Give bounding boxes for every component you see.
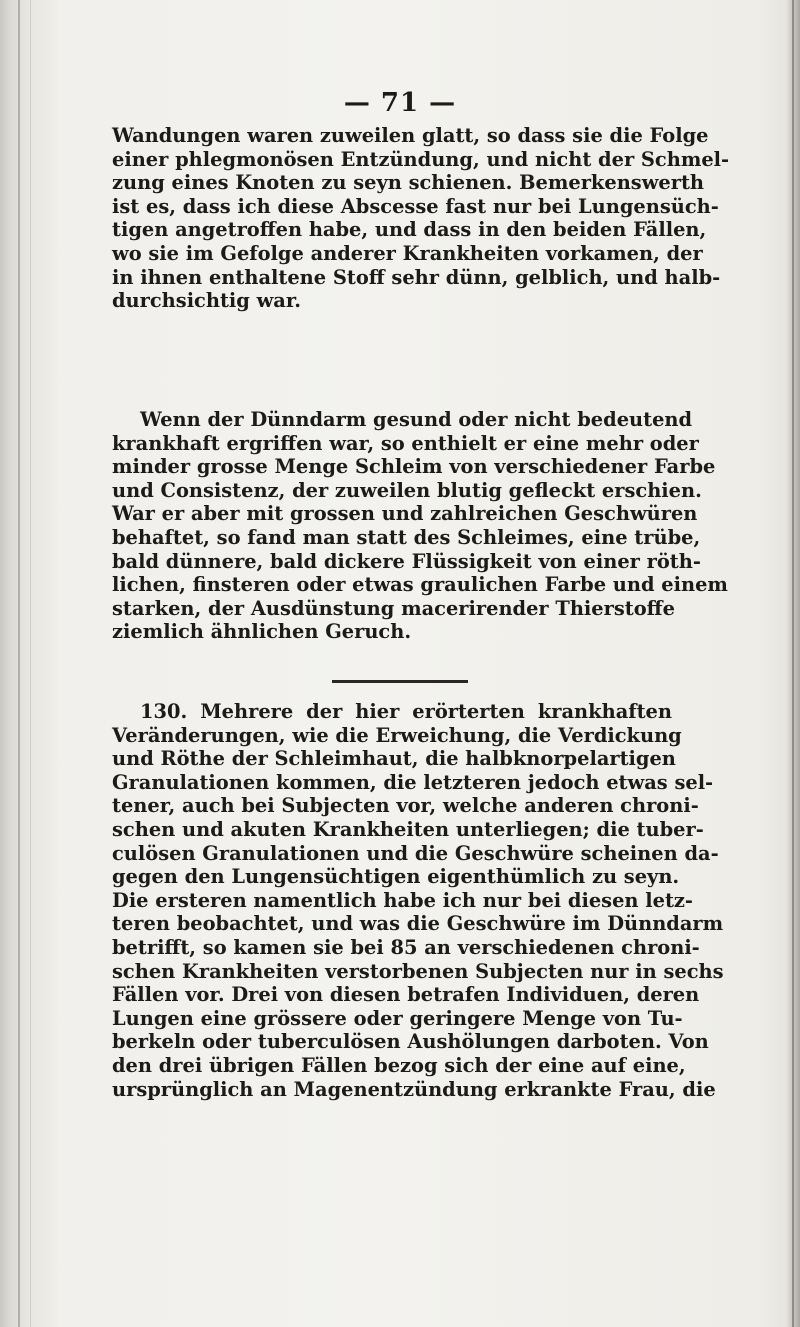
text-line: starken, der Ausdünstung macerirender Thierstoffe bbox=[112, 596, 675, 620]
text-line: culösen Granulationen und die Geschwüre scheinen da- bbox=[112, 841, 719, 865]
text-line: minder grosse Menge Schleim von verschiedener Farbe bbox=[112, 455, 716, 479]
text-line: den drei übrigen Fällen bezog sich der eine auf eine, bbox=[112, 1053, 686, 1077]
section-separator-rule bbox=[332, 680, 468, 683]
text-line: in ihnen enthaltene Stoff sehr dünn, gelblich, und halb- bbox=[112, 265, 721, 289]
page-number: — 71 — bbox=[343, 88, 457, 118]
text-line: Wenn der Dünndarm gesund oder nicht bedeutend bbox=[140, 408, 693, 431]
text-line: zung eines Knoten zu seyn schienen. Bemerkenswerth bbox=[112, 171, 705, 195]
text-line: ziemlich ähnlichen Geruch. bbox=[112, 620, 412, 644]
binding-line bbox=[18, 0, 20, 1327]
text-line: betrifft, so kamen sie bei 85 an verschiedenen chroni- bbox=[112, 935, 700, 959]
text-line: Lungen eine grössere oder geringere Menge von Tu- bbox=[112, 1006, 683, 1030]
text-line: durchsichtig war. bbox=[112, 289, 302, 313]
paragraph-abscesses bbox=[112, 124, 730, 313]
text-line: gegen den Lungensüchtigen eigenthümlich zu seyn. bbox=[112, 865, 680, 889]
text-line: Fällen vor. Drei von diesen betrafen Individuen, deren bbox=[112, 983, 700, 1007]
text-line: bald dünnere, bald dickere Flüssigkeit von einer röth- bbox=[112, 549, 701, 573]
text-line: berkeln oder tuberculösen Aushölungen darboten. Von bbox=[112, 1030, 709, 1054]
text-line: schen und akuten Krankheiten unterliegen; die tuber- bbox=[112, 817, 704, 841]
text-line: Wandungen waren zuweilen glatt, so dass sie die Folge bbox=[112, 124, 709, 147]
text-line: lichen, finsteren oder etwas graulichen Farbe und einem bbox=[112, 573, 728, 597]
text-line: ursprünglich an Magenentzündung erkrankte Frau, die bbox=[112, 1077, 716, 1101]
text-line: tener, auch bei Subjecten vor, welche anderen chroni- bbox=[112, 794, 699, 818]
text-line: wo sie im Gefolge anderer Krankheiten vorkamen, der bbox=[112, 241, 703, 265]
text-line: behaftet, so fand man statt des Schleimes, eine trübe, bbox=[112, 525, 701, 549]
text-line: War er aber mit grossen und zahlreichen Geschwüren bbox=[112, 502, 698, 526]
page-right-edge-line bbox=[792, 0, 794, 1327]
text-line: 130. Mehrere der hier erörterten krankhaften bbox=[140, 700, 672, 723]
text-line: Granulationen kommen, die letzteren jedoch etwas sel- bbox=[112, 770, 714, 794]
text-line: Die ersteren namentlich habe ich nur bei diesen letz- bbox=[112, 888, 693, 912]
text-line: tigen angetroffen habe, und dass in den beiden Fällen, bbox=[112, 218, 707, 242]
section-130 bbox=[112, 700, 724, 1101]
text-line: ist es, dass ich diese Abscesse fast nur bei Lungensüch- bbox=[112, 194, 719, 218]
text-line: Veränderungen, wie die Erweichung, die Verdickung bbox=[112, 723, 682, 747]
paragraph-duenndarm bbox=[112, 408, 728, 644]
text-line: einer phlegmonösen Entzündung, und nicht der Schmel- bbox=[112, 147, 730, 171]
binding-line-secondary bbox=[30, 0, 31, 1327]
text-line: teren beobachtet, und was die Geschwüre im Dünndarm bbox=[112, 912, 724, 936]
text-line: schen Krankheiten verstorbenen Subjecten nur in sechs bbox=[112, 959, 724, 983]
text-line: krankhaft ergriffen war, so enthielt er eine mehr oder bbox=[112, 431, 699, 455]
text-line: und Röthe der Schleimhaut, die halbknorpelartigen bbox=[112, 747, 676, 771]
text-line: und Consistenz, der zuweilen blutig gefleckt erschien. bbox=[112, 478, 702, 502]
binding-edge bbox=[0, 0, 58, 1327]
